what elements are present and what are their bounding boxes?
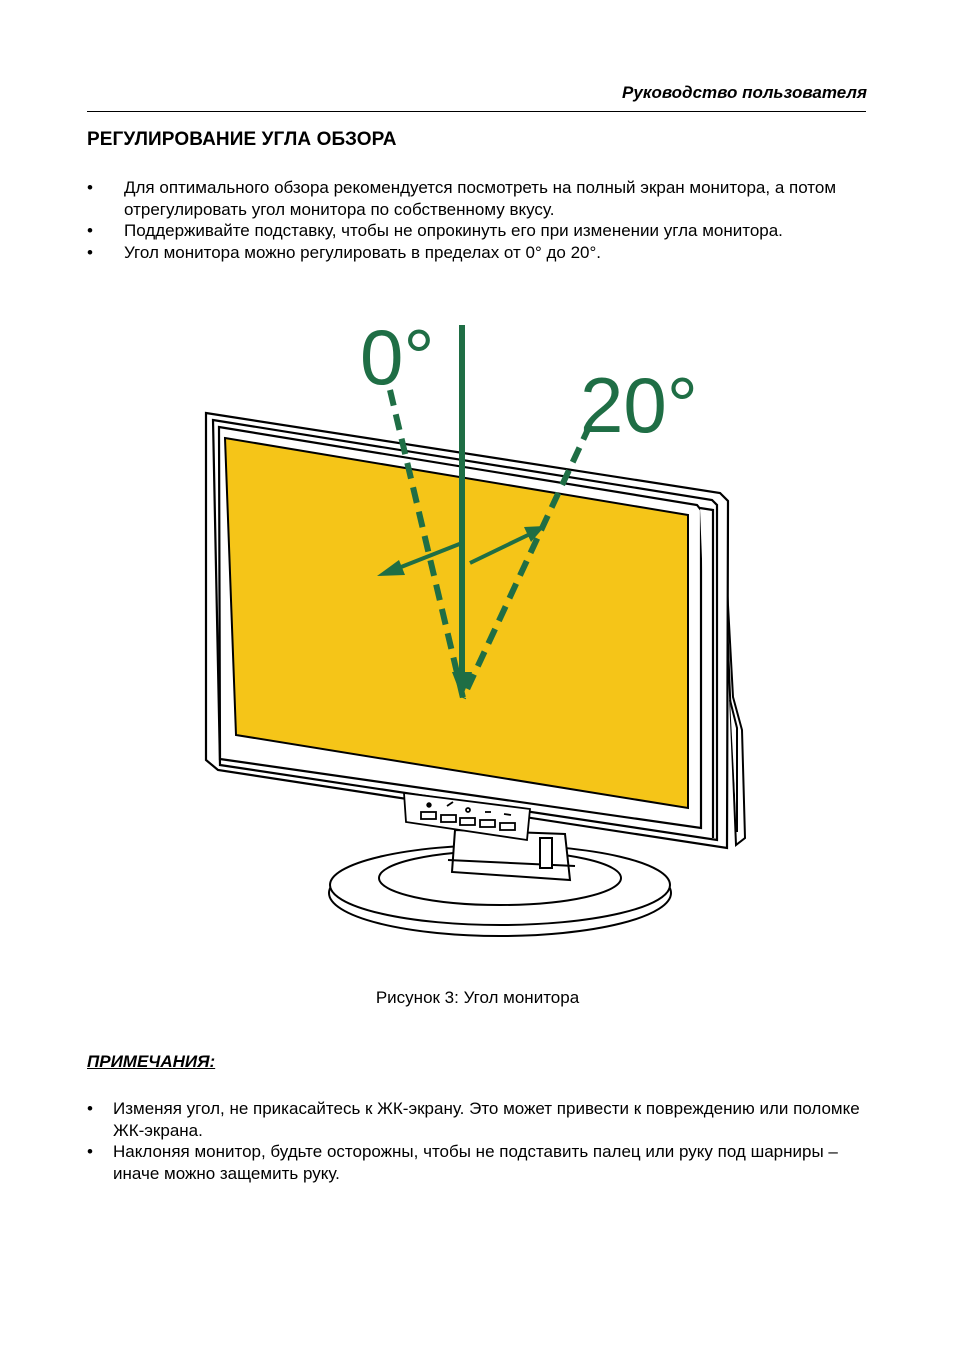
notes-bullet-list xyxy=(87,1098,883,1184)
monitor-illustration xyxy=(190,295,760,945)
list-item xyxy=(87,242,884,264)
list-item xyxy=(87,1141,883,1184)
label-20-degree: 20° xyxy=(580,361,698,449)
list-item-text: Угол монитора можно регулировать в пределах от 0° до 20°. xyxy=(124,242,602,262)
bullet-icon: • xyxy=(87,242,93,262)
figure-caption: Рисунок 3: Угол монитора xyxy=(375,988,580,1007)
bullet-icon: • xyxy=(87,1142,93,1161)
list-item-text: Для оптимального обзора рекомендуется посмотреть на полный экран монитора, а потом отрегулировать угол монитора по собственному вкусу. xyxy=(124,178,837,219)
bullet-icon: • xyxy=(87,1099,93,1118)
list-item xyxy=(87,220,884,242)
section-title: РЕГУЛИРОВАНИЕ УГЛА ОБЗОРА xyxy=(87,129,397,150)
intro-bullet-list xyxy=(87,177,884,263)
list-item-text: Изменяя угол, не прикасайтесь к ЖК-экрану. Это может привести к повреждению или поломке ЖК-экрана. xyxy=(113,1099,860,1140)
bullet-icon: • xyxy=(87,221,93,240)
header-title: Руководство пользователя xyxy=(622,83,867,102)
list-item xyxy=(87,177,884,220)
list-item xyxy=(87,1098,883,1141)
notes-title: ПРИМЕЧАНИЯ: xyxy=(87,1052,216,1071)
bullet-icon: • xyxy=(87,178,93,197)
monitor-angle-figure xyxy=(190,295,760,945)
list-item-text: Наклоняя монитор, будьте осторожны, чтобы не подставить палец или руку под шарниры – иначе можно защемить руку. xyxy=(113,1142,838,1183)
header-rule xyxy=(87,111,866,112)
label-0-degree: 0° xyxy=(360,313,435,401)
list-item-text: Поддерживайте подставку, чтобы не опрокинуть его при изменении угла монитора. xyxy=(124,221,783,240)
